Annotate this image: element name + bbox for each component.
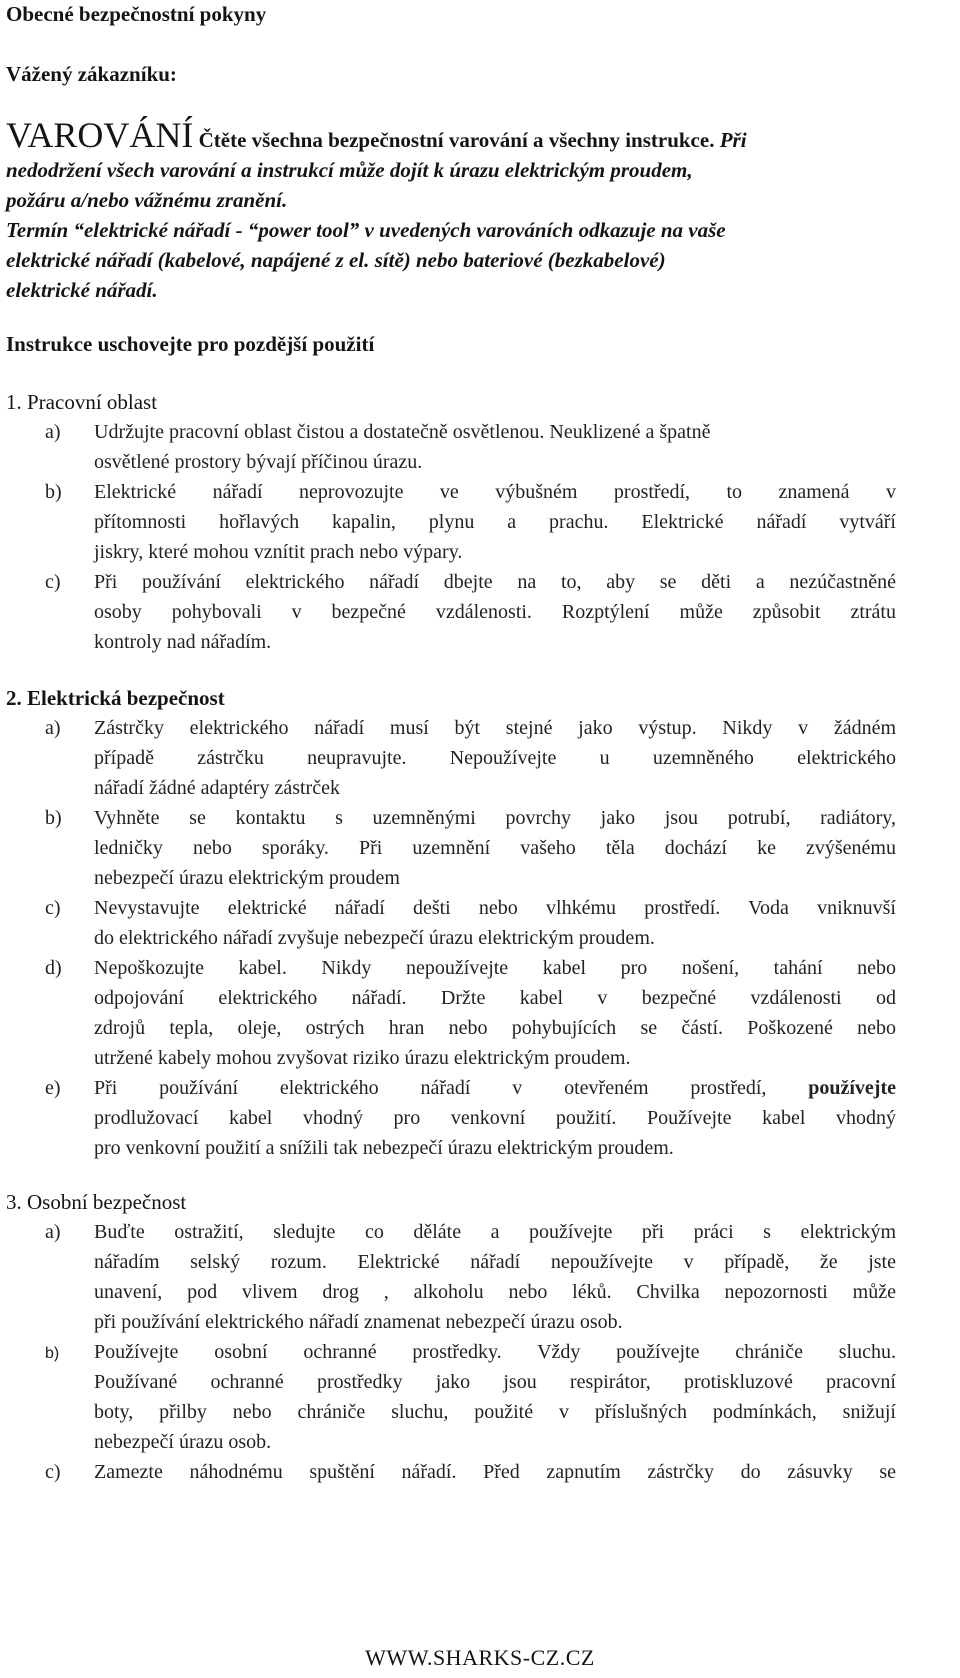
- warning-line-4: Termín “elektrické nářadí - “power tool” v uvedených varováních odkazuje na vaše: [6, 218, 726, 242]
- list-item: b) Elektrické nářadí neprovozujte ve výbušném prostředí, to znamená v: [45, 481, 896, 503]
- warning-line-6: elektrické nářadí.: [6, 278, 158, 302]
- list-item: c) Při používání elektrického nářadí dbejte na to, aby se děti a nezúčastněné: [45, 571, 896, 593]
- warning-line-3: požáru a/nebo vážnému zranění.: [6, 188, 288, 212]
- warning-line-5: elektrické nářadí (kabelové, napájené z el. sítě) nebo bateriové (bezkabelové): [6, 248, 666, 272]
- list-item: c) Nevystavujte elektrické nářadí dešti nebo vlhkému prostředí. Voda vniknuvší: [45, 897, 896, 919]
- section-3-heading: 3. Osobní bezpečnost: [6, 1190, 187, 1214]
- list-item: b) Používejte osobní ochranné prostředky. Vždy používejte chrániče sluchu.: [45, 1341, 896, 1363]
- warning-text-start: Při: [714, 128, 747, 152]
- section-2-heading: 2. Elektrická bezpečnost: [6, 686, 225, 710]
- document-title: Obecné bezpečnostní pokyny: [6, 2, 267, 26]
- list-item: a) Zástrčky elektrického nářadí musí být stejné jako výstup. Nikdy v žádném: [45, 717, 896, 739]
- list-item: d) Nepoškozujte kabel. Nikdy nepoužívejte kabel pro nošení, tahání nebo: [45, 957, 896, 979]
- warning-read-all: Čtěte všechna bezpečnostní varování a všechny instrukce.: [193, 128, 715, 152]
- warning-line-2: nedodržení všech varování a instrukcí může dojít k úrazu elektrickým proudem,: [6, 158, 693, 182]
- list-item: a) Buďte ostražití, sledujte co děláte a používejte při práci s elektrickým: [45, 1221, 896, 1243]
- section-1-heading: 1. Pracovní oblast: [6, 390, 158, 414]
- footer-website: WWW.SHARKS-CZ.CZ: [365, 1645, 595, 1670]
- list-item: a) Udržujte pracovní oblast čistou a dostatečně osvětlenou. Neuklizené a špatně: [45, 421, 711, 443]
- list-item: c) Zamezte náhodnému spuštění nářadí. Před zapnutím zástrčky do zásuvky se: [45, 1461, 896, 1483]
- greeting: Vážený zákazníku:: [6, 62, 177, 86]
- document-page: Obecné bezpečnostní pokyny Vážený zákazníku: VAROVÁNÍ Čtěte všechna bezpečnostní varování a všechny instrukce. Při nedodržení všech varování a instrukcí může dojít k úrazu elektrickým proudem, požáru a/nebo vážnému zranění. Termín “elektrické nářadí - “power tool” v uvedených varováních odkazuje na vaše elektrické nářadí (kabelové, napájené z el. sítě) nebo bateriové (bezkabelové) elektrické nářadí. Instrukce uschovejte pro pozdější použití 1. Pracovní oblast a) Udržujte pracovní oblast čistou a dostatečně osvětlenou. Neuklizené a špatně osvětlené prostory bývají příčinou úrazu. b) Elektrické nářadí neprovozujte ve výbušném prostředí, to znamená v přítomnosti hořlavých kapalin, plynu a prachu. Elektrické nářadí vytváří jiskry, které mohou vznítit prach nebo výpary. c) Při používání elektrického nářadí dbejte na to, aby se děti a nezúčastněné osoby pohybovali v bezpečné vzdálenosti. Rozptýlení může způsobit ztrátu kontroly nad nářadím. 2. Elektrická bezpečnost a) Zástrčky elektrického nářadí musí být stejné jako výstup. Nikdy v žádném případě zástrčku neupravujte. Nepoužívejte u uzemněného elektrického nářadí žádné adaptéry zástrček b) Vyhněte se kontaktu s uzemněnými povrchy jako jsou potrubí, radiátory, ledničky nebo sporáky. Při uzemnění vašeho těla dochází ke zvýšenému nebezpečí úrazu elektrickým proudem c) Nevystavujte elektrické nářadí dešti nebo vlhkému prostředí. Voda vniknuvší do elektrického nářadí zvyšuje nebezpečí úrazu elektrickým proudem. d) Nepoškozujte kabel. Nikdy nepoužívejte kabel pro nošení, tahání nebo odpojování elektrického nářadí. Držte kabel v bezpečné vzdálenosti od zdrojů tepla, oleje, ostrých hran nebo pohybujících se částí. Poškozené nebo utržené kabely mohou zvyšovat riziko úrazu elektrickým proudem. e) Při používání elektrického nářadí v otevřeném prostředí, používejte prodlužovací kabel vhodný pro venkovní použití. Používejte kabel vhodný pro venkovní použití a snížili tak nebezpečí úrazu elektrickým proudem. 3. Osobní bezpečnost a) Buďte ostražití, sledujte co děláte a používejte při práci s elektrickým nářadím selský rozum. Elektrické nářadí nepoužívejte v případě, že jste unavení, pod vlivem drog , alkoholu nebo léků. Chvilka nepozornosti může při používání elektrického nářadí znamenat nebezpečí úrazu osob. b) Používejte osobní ochranné prostředky. Vždy používejte chrániče sluchu. Používané ochranné prostředky jako jsou respirátor, protiskluzové pracovní boty, přilby nebo chrániče sluchu, použité v příslušných podmínkách, snižují nebezpečí úrazu osob. c) Zamezte náhodnému spuštění nářadí. Před zapnutím zástrčky do zásuvky se WWW.SHARKS-CZ.CZ: [0, 0, 960, 1678]
- list-item: e) Při používání elektrického nářadí v otevřeném prostředí, používejte: [45, 1077, 896, 1099]
- warning-word: VAROVÁNÍ: [6, 115, 194, 155]
- warning-line-1: [6, 115, 747, 157]
- list-item: b) Vyhněte se kontaktu s uzemněnými povrchy jako jsou potrubí, radiátory,: [45, 807, 896, 829]
- keep-instructions-note: Instrukce uschovejte pro pozdější použití: [6, 332, 375, 356]
